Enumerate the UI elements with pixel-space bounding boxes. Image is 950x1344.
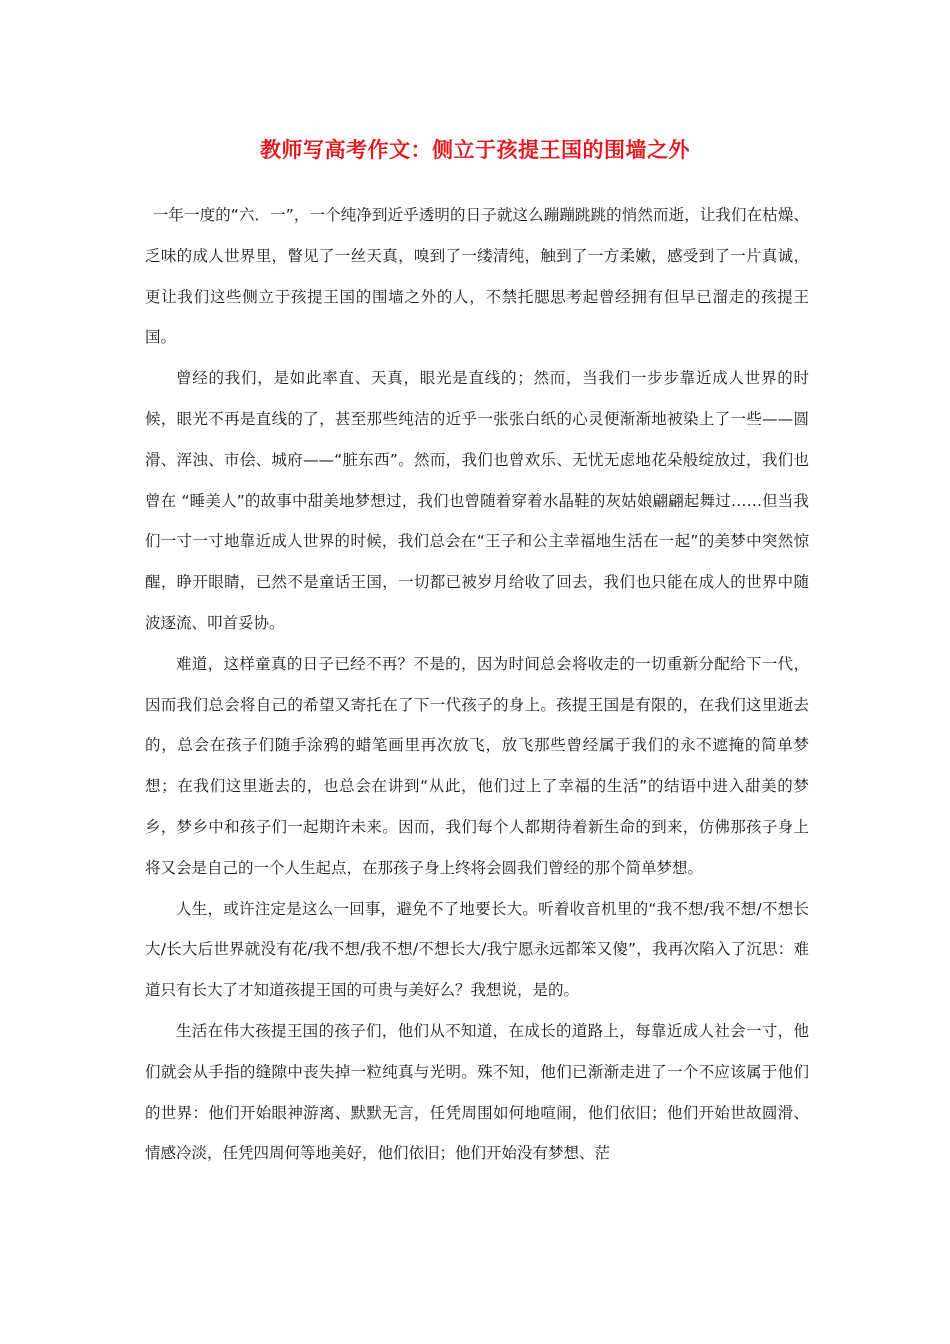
paragraph: 人生，或许注定是这么一回事，避免不了地要长大。听着收音机里的“我不想/我不想/不想长大/长大后世界就没有花/我不想/我不想/不想长大/我宁愿永远都笨又傻”，我再次陷入了沉思：难道只有长大了才知道孩提王国的可贵与美好么？我想说，是的。 [145,899,809,1000]
paragraph: 一年一度的“六．一”，一个纯净到近乎透明的日子就这么蹦蹦跳跳的悄然而逝，让我们在枯燥、乏味的成人世界里，瞥见了一丝天真，嗅到了一缕清纯，触到了一方柔嫩，感受到了一片真诚，更让我们这些侧立于孩提王国的围墙之外的人，不禁托腮思考起曾经拥有但早已溜走的孩提王国。 [145,206,809,347]
paragraph: 曾经的我们，是如此率直、天真，眼光是直线的；然而，当我们一步步靠近成人世界的时候，眼光不再是直线的了，甚至那些纯洁的近乎一张张白纸的心灵便渐渐地被染上了一些——圆滑、浑浊、市侩、城府——“脏东西”。然而，我们也曾欢乐、无忧无虑地花朵般绽放过，我们也曾在 “睡美人”的故事中甜美地梦想过，我们也曾随着穿着水晶鞋的灰姑娘翩翩起舞过……但当我们一寸一寸地靠近成人世界的时候，我们总会在“王子和公主幸福地生活在一起”的美梦中突然惊醒，睁开眼睛，已然不是童话王国，一切都已被岁月给收了回去，我们也只能在成人的世界中随波逐流、叩首妥协。 [145,369,809,632]
paragraph: 生活在伟大孩提王国的孩子们，他们从不知道，在成长的道路上，每靠近成人社会一寸，他们就会从手指的缝隙中丧失掉一粒纯真与光明。殊不知，他们已渐渐走进了一个不应该属于他们的世界：他们开始眼神游离、默默无言，任凭周围如何地喧闹，他们依旧；他们开始世故圆滑、情感冷淡，任凭四周何等地美好，他们依旧；他们开始没有梦想、茫 [145,1021,809,1163]
document-body [145,195,809,1174]
paragraph: 难道，这样童真的日子已经不再？不是的，因为时间总会将收走的一切重新分配给下一代，因而我们总会将自己的希望又寄托在了下一代孩子的身上。孩提王国是有限的，在我们这里逝去的，总会在孩子们随手涂鸦的蜡笔画里再次放飞，放飞那些曾经属于我们的永不遮掩的简单梦想；在我们这里逝去的，也总会在讲到“从此，他们过上了幸福的生活”的结语中进入甜美的梦乡，梦乡中和孩子们一起期许未来。因而，我们每个人都期待着新生命的到来，仿佛那孩子身上将又会是自己的一个人生起点，在那孩子身上终将会圆我们曾经的那个简单梦想。 [145,654,809,877]
document-title: 教师写高考作文：侧立于孩提王国的围墙之外 [260,138,690,163]
